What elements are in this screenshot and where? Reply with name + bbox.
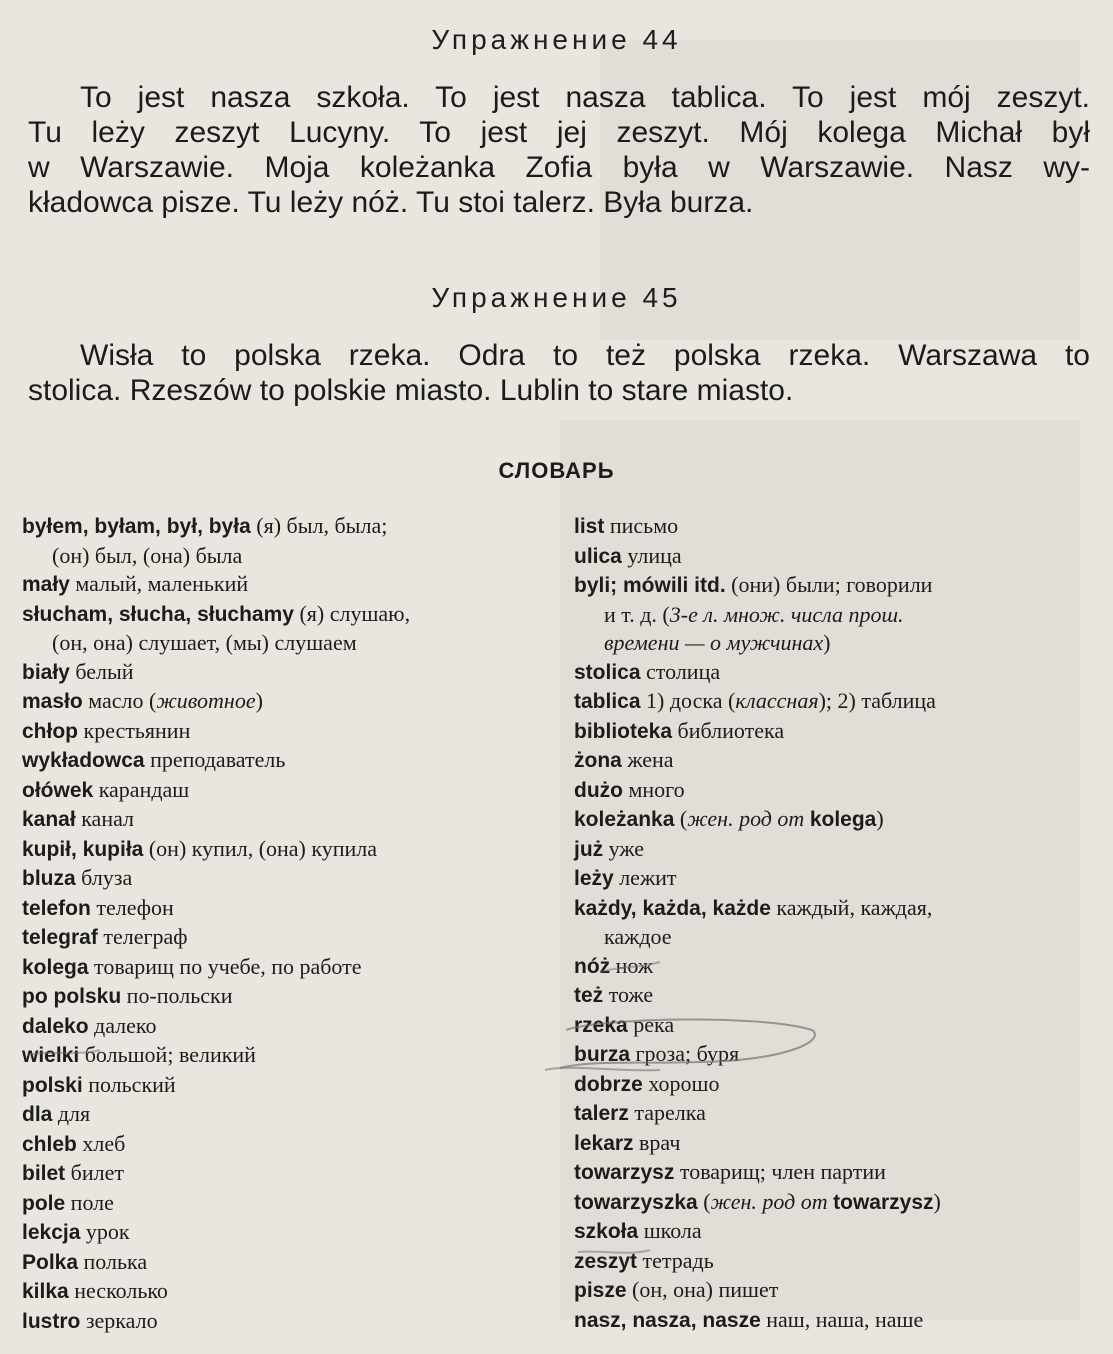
dictionary-entry [22, 1277, 540, 1307]
translation: наш, наша, наше [760, 1306, 924, 1332]
dictionary-entry [22, 953, 540, 983]
translation: польский [82, 1071, 176, 1097]
polish-word: daleko [22, 1014, 89, 1038]
text-line: Wisła to polska rzeka. Odra to też polska rzeka. Warszawa to [80, 339, 1090, 372]
translation: масло ( [82, 688, 157, 713]
text-line: Tu leży zeszyt Lucyny. To jest jej zeszyt. Mój kolega Michał był [28, 116, 1090, 149]
dictionary-entry [22, 1130, 540, 1160]
dictionary-entry [574, 1158, 1094, 1188]
italic-note: жен. род от [710, 1188, 834, 1214]
polish-word: ołówek [22, 778, 94, 802]
translation: нож [610, 952, 654, 978]
dictionary-entry [22, 717, 540, 747]
dictionary-entry [574, 658, 1094, 688]
polish-word: rzeka [574, 1013, 628, 1037]
dictionary-entry [574, 1011, 1094, 1041]
translation: телефон [90, 894, 174, 920]
exercise-44-title: Упражнение 44 [431, 24, 682, 55]
translation: тарелка [628, 1100, 706, 1125]
translation: (я) был, была; [250, 513, 388, 538]
polish-word: kupił, kupiła [22, 837, 144, 861]
dictionary-entry [22, 687, 540, 717]
translation: товарищ по учебе, по работе [88, 953, 362, 979]
translation: далеко [88, 1012, 157, 1038]
dictionary-entry [22, 1071, 540, 1101]
dictionary-entry [574, 1306, 1094, 1336]
dictionary-entry [574, 776, 1094, 806]
dictionary-entry [574, 864, 1094, 894]
polish-word: już [574, 837, 604, 861]
polish-word: mały [22, 573, 70, 596]
polish-word: burza [574, 1043, 631, 1066]
polish-word: towarzysz [574, 1161, 675, 1184]
polish-word: byłem, byłam, był, była [22, 515, 251, 538]
translation: уже [603, 835, 645, 861]
dictionary-entry [22, 1012, 540, 1042]
translation: ) [823, 630, 831, 655]
dictionary-entry [574, 952, 1094, 982]
translation: ) [876, 806, 884, 831]
exercise-45-title: Упражнение 45 [431, 282, 682, 313]
translation: ( [674, 806, 688, 831]
polish-word: biały [22, 660, 70, 684]
polish-word: wykładowca [22, 749, 145, 772]
translation: (он, она) пишет [626, 1277, 779, 1302]
polish-word: masło [22, 690, 83, 713]
italic-note: жен. род от [687, 806, 810, 831]
polish-word: talerz [574, 1102, 629, 1125]
dictionary-entry [22, 982, 540, 1012]
dictionary-entry [22, 600, 540, 630]
dictionary-entry [574, 1276, 1094, 1306]
dictionary-entry [574, 512, 1094, 542]
polish-word: chleb [22, 1132, 77, 1156]
polish-word: lustro [22, 1309, 81, 1333]
polish-word: chłop [22, 719, 78, 743]
text-line: stolica. Rzeszów to polskie miasto. Lublin to stare miasto. [28, 374, 794, 407]
dictionary-entry [574, 1217, 1094, 1247]
translation: ( [697, 1188, 711, 1214]
italic-note: времени — о мужчинах [604, 630, 824, 655]
dictionary-entry [574, 923, 1094, 952]
polish-word: biblioteka [574, 719, 673, 743]
polish-word: nasz, nasza, nasze [574, 1308, 761, 1332]
polish-word: byli; mówili itd. [574, 574, 726, 597]
dictionary-entry [574, 629, 1094, 658]
translation: много [622, 776, 685, 802]
dictionary-entry [574, 717, 1094, 747]
dictionary-entry [574, 805, 1094, 835]
translation: большой; великий [79, 1042, 256, 1067]
polish-word: kanał [22, 808, 76, 831]
dictionary-entry [574, 746, 1094, 776]
dictionary-entry [22, 512, 540, 542]
dictionary-entry [574, 571, 1094, 601]
exercise-44-text [28, 80, 1090, 220]
dictionary-entry [22, 894, 540, 924]
dictionary-entry [22, 1218, 540, 1248]
translation: (он) купил, (она) купила [143, 835, 378, 861]
translation: (он, она) слушает, (мы) слушаем [52, 630, 357, 655]
dictionary-entry [22, 805, 540, 835]
translation: тоже [603, 982, 654, 1007]
dictionary-entry [574, 1070, 1094, 1100]
dictionary-entry [574, 1129, 1094, 1159]
dictionary-entry [22, 1041, 540, 1071]
dictionary-entry [574, 1247, 1094, 1277]
exercise-45-text [28, 338, 1090, 408]
dictionary-entry [574, 542, 1094, 572]
polish-word: polski [22, 1073, 83, 1097]
dictionary-entry [22, 658, 540, 688]
polish-word: koleżanka [574, 808, 675, 831]
dictionary-entry [22, 629, 540, 658]
dictionary-left-column [22, 512, 540, 1336]
polish-word: Polka [22, 1250, 79, 1274]
text-line: w Warszawie. Moja koleżanka Zofia była w Warszawie. Nasz wy- [28, 151, 1090, 184]
translation: поле [65, 1189, 114, 1215]
polish-word: pisze [574, 1279, 627, 1302]
dictionary-entry [574, 1099, 1094, 1129]
dictionary-entry [22, 1100, 540, 1130]
polish-word: leży [574, 867, 614, 890]
polish-word: wielki [22, 1044, 80, 1067]
italic-note: классная [735, 688, 819, 713]
polish-word: lekarz [574, 1131, 634, 1155]
polish-word: bilet [22, 1162, 66, 1185]
polish-word: zeszyt [574, 1249, 638, 1273]
translation: лежит [613, 865, 677, 890]
translation: (я) слушаю, [293, 600, 411, 626]
translation: товарищ; член партии [674, 1159, 886, 1184]
translation: по-польски [121, 983, 233, 1008]
dictionary-right-column [574, 512, 1094, 1335]
translation: урок [80, 1219, 130, 1244]
dictionary-entry [574, 1188, 1094, 1218]
polish-word: szkoła [574, 1220, 639, 1243]
translation: письмо [604, 513, 679, 538]
translation: малый, маленький [69, 571, 249, 596]
dictionary-title: СЛОВАРЬ [498, 458, 615, 483]
polish-word: stolica [574, 660, 641, 684]
dictionary-entry [574, 894, 1094, 924]
translation: улица [621, 542, 682, 568]
dictionary-entry [22, 835, 540, 865]
dictionary-entry [574, 1040, 1094, 1070]
translation: блуза [75, 865, 133, 890]
polish-word: towarzysz [833, 1190, 934, 1214]
dictionary-entry [22, 1248, 540, 1278]
text-line: To jest nasza szkoła. To jest nasza tablica. To jest mój zeszyt. [80, 81, 1090, 114]
polish-word: kolega [22, 955, 89, 979]
translation: белый [69, 658, 134, 684]
translation: хлеб [76, 1130, 126, 1156]
dictionary-entry [22, 864, 540, 894]
polish-word: kolega [809, 808, 877, 831]
translation: жена [621, 747, 674, 772]
polish-word: każdy, każda, każde [574, 896, 771, 920]
text-line: kładowca pisze. Tu leży nóż. Tu stoi talerz. Była burza. [28, 186, 754, 219]
dictionary-entry [22, 923, 540, 953]
polish-word: dla [22, 1103, 53, 1126]
polish-word: bluza [22, 867, 76, 890]
dictionary-entry [574, 687, 1094, 717]
translation: карандаш [93, 776, 190, 802]
translation: полька [78, 1248, 148, 1274]
translation: столица [640, 658, 721, 684]
dictionary-entry [22, 1159, 540, 1189]
polish-word: list [574, 515, 605, 538]
polish-word: słucham, słucha, słuchamy [22, 602, 294, 626]
polish-word: kilka [22, 1280, 69, 1303]
dictionary-entry [574, 981, 1094, 1011]
polish-word: ulica [574, 544, 622, 568]
polish-word: dużo [574, 778, 623, 802]
translation: зеркало [80, 1307, 158, 1333]
translation: преподаватель [144, 747, 286, 772]
translation: каждый, каждая, [770, 894, 933, 920]
translation: ) [933, 1188, 941, 1214]
dictionary-entry [574, 601, 1094, 630]
polish-word: telefon [22, 896, 91, 920]
translation: билет [65, 1160, 124, 1185]
dictionary-entry [22, 776, 540, 806]
translation: ); 2) таблица [818, 688, 936, 713]
translation: канал [75, 806, 135, 831]
translation: несколько [68, 1278, 168, 1303]
polish-word: też [574, 984, 604, 1007]
translation: телеграф [97, 924, 188, 949]
translation: библиотека [672, 717, 785, 743]
polish-word: telegraf [22, 926, 98, 949]
translation: ) [255, 688, 263, 713]
translation: (они) были; говорили [725, 572, 933, 597]
dictionary-entry [22, 570, 540, 600]
italic-note: животное [156, 688, 256, 713]
polish-word: dobrze [574, 1072, 643, 1096]
translation: гроза; буря [630, 1041, 740, 1066]
translation: врач [633, 1129, 681, 1155]
dictionary-entry [22, 746, 540, 776]
translation: и т. д. ( [604, 601, 670, 627]
translation: для [52, 1101, 91, 1126]
dictionary-entry [22, 1189, 540, 1219]
polish-word: tablica [574, 690, 641, 713]
translation: 1) доска ( [640, 688, 736, 713]
translation: тетрадь [637, 1247, 714, 1273]
dictionary-entry [22, 1307, 540, 1337]
polish-word: lekcja [22, 1221, 81, 1244]
dictionary-entry [574, 835, 1094, 865]
polish-word: towarzyszka [574, 1190, 698, 1214]
translation: крестьянин [78, 717, 191, 743]
dictionary-entry [22, 542, 540, 571]
polish-word: nóż [574, 954, 611, 978]
translation: каждое [604, 924, 672, 949]
translation: река [627, 1011, 675, 1037]
polish-word: po polsku [22, 985, 122, 1008]
italic-note: 3-е л. множ. числа прош. [669, 601, 904, 627]
translation: школа [638, 1218, 702, 1243]
translation: хорошо [642, 1070, 720, 1096]
polish-word: pole [22, 1191, 66, 1215]
translation: (он) был, (она) была [52, 542, 243, 568]
polish-word: żona [574, 749, 622, 772]
